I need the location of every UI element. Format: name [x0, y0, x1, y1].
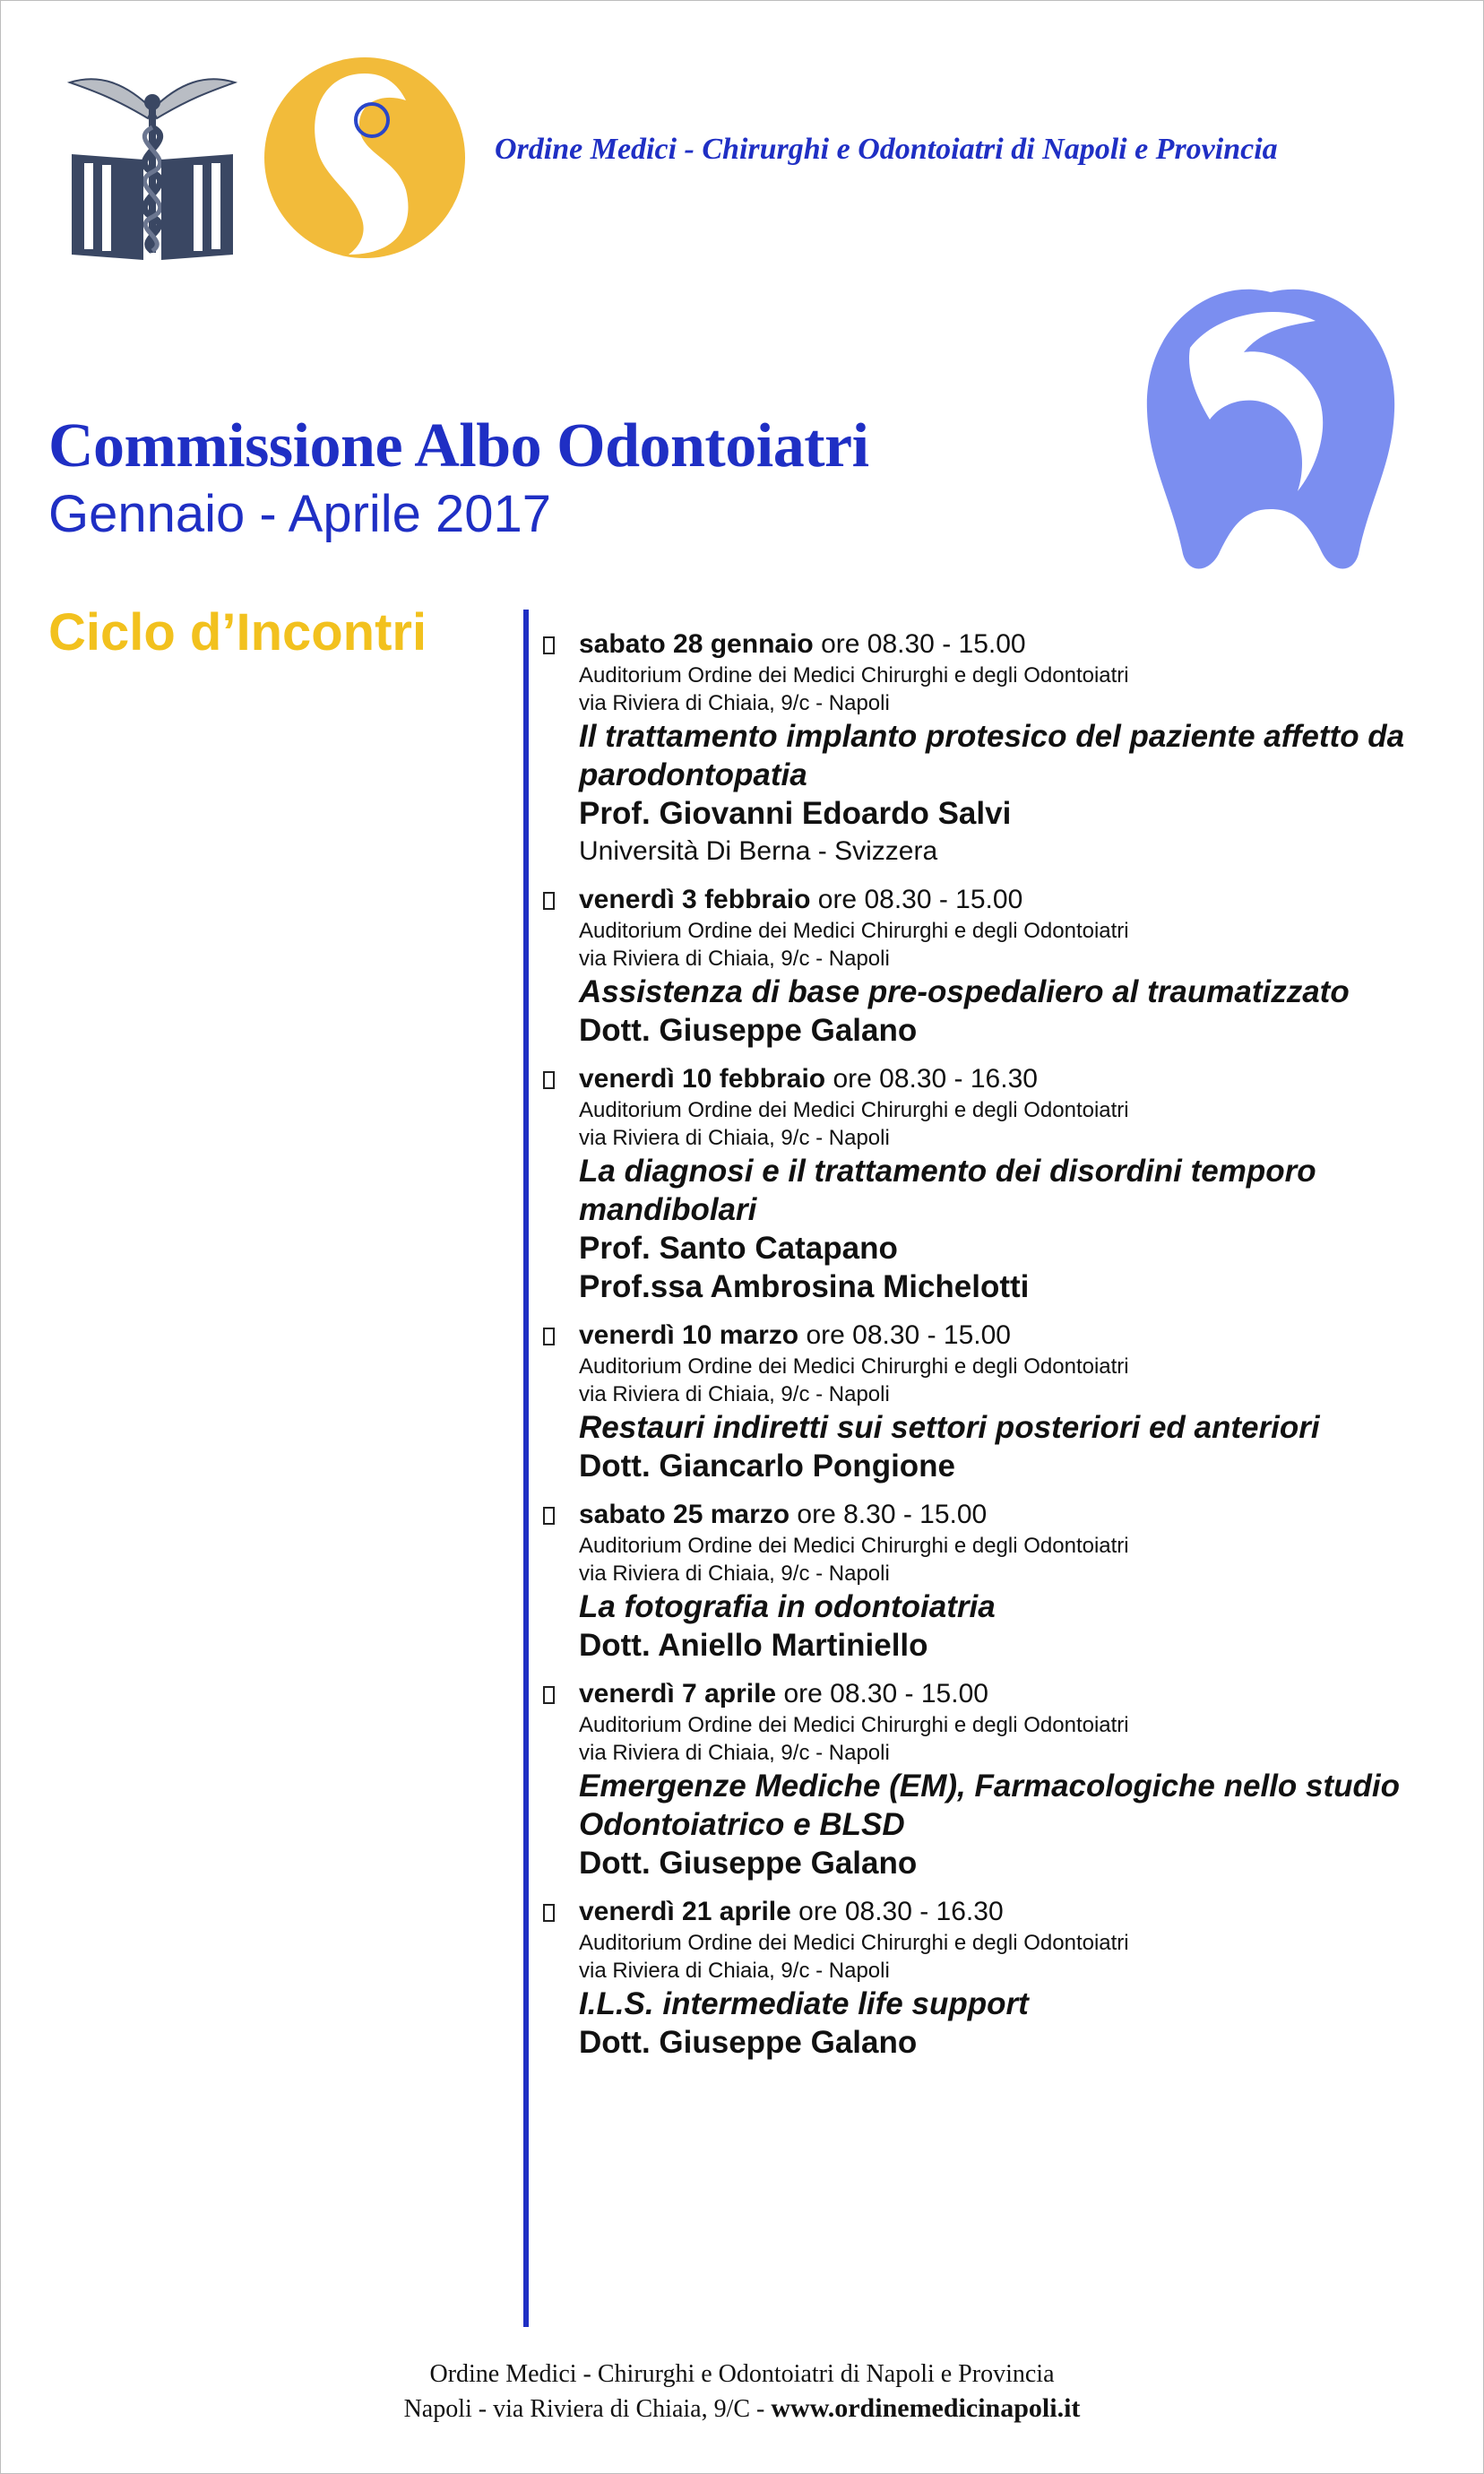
event-speaker: Dott. Aniello Martiniello [579, 1628, 928, 1663]
event-item [543, 627, 1475, 870]
event-item [543, 1498, 1475, 1665]
page-title: Commissione Albo Odontoiatri [48, 411, 869, 480]
event-speaker: Dott. Giancarlo Pongione [579, 1449, 956, 1484]
square-bullet-icon [543, 1328, 555, 1345]
event-address: via Riviera di Chiaia, 9/c - Napoli [579, 1382, 890, 1406]
event-address: via Riviera di Chiaia, 9/c - Napoli [579, 691, 890, 715]
event-address: via Riviera di Chiaia, 9/c - Napoli [579, 947, 890, 971]
event-item [543, 883, 1475, 1050]
event-speaker: Prof. Santo Catapano [579, 1231, 898, 1266]
event-date: venerdì 10 marzo [579, 1320, 799, 1350]
event-venue: Auditorium Ordine dei Medici Chirurghi e degli Odontoiatri [579, 1098, 1129, 1122]
event-speaker: Dott. Giuseppe Galano [579, 1846, 918, 1881]
events-list [543, 627, 1475, 2074]
event-date: venerdì 10 febbraio [579, 1064, 826, 1094]
event-item [543, 1319, 1475, 1485]
event-date-line [579, 1319, 1475, 1353]
event-speaker: Dott. Giuseppe Galano [579, 1013, 918, 1048]
event-venue: Auditorium Ordine dei Medici Chirurghi e degli Odontoiatri [579, 1354, 1129, 1379]
event-speaker: Prof.ssa Ambrosina Michelotti [579, 1269, 1030, 1304]
event-venue: Auditorium Ordine dei Medici Chirurghi e degli Odontoiatri [579, 1534, 1129, 1558]
square-bullet-icon [543, 1686, 555, 1704]
event-topic: La fotografia in odontoiatria [579, 1589, 996, 1624]
event-address: via Riviera di Chiaia, 9/c - Napoli [579, 1561, 890, 1586]
event-time: ore 8.30 - 15.00 [789, 1500, 988, 1529]
event-speaker: Prof. Giovanni Edoardo Salvi [579, 796, 1012, 831]
timeline-divider [523, 610, 529, 2327]
tooth-logo [1136, 285, 1405, 574]
square-bullet-icon [543, 1904, 555, 1922]
event-address: via Riviera di Chiaia, 9/c - Napoli [579, 1959, 890, 1983]
event-topic: La diagnosi e il trattamento dei disordini temporo mandibolari [579, 1154, 1316, 1227]
event-date: venerdì 7 aprile [579, 1679, 777, 1708]
event-date-line [579, 1062, 1475, 1096]
square-bullet-icon [543, 636, 555, 654]
event-time: ore 08.30 - 15.00 [810, 885, 1023, 914]
event-venue: Auditorium Ordine dei Medici Chirurghi e degli Odontoiatri [579, 1931, 1129, 1955]
event-time: ore 08.30 - 15.00 [813, 629, 1026, 659]
event-topic: Assistenza di base pre-ospedaliero al traumatizzato [579, 974, 1350, 1009]
footer [0, 2357, 1484, 2426]
square-bullet-icon [543, 1071, 555, 1089]
footer-address-line [0, 2392, 1484, 2426]
event-date-line [579, 883, 1475, 917]
yellow-circle-logo [263, 56, 467, 260]
footer-org-name: Ordine Medici - Chirurghi e Odontoiatri di Napoli e Provincia [429, 2360, 1055, 2388]
event-date: venerdì 3 febbraio [579, 885, 811, 914]
event-item [543, 1677, 1475, 1882]
footer-website-link[interactable]: www.ordinemedicinapoli.it [771, 2393, 1081, 2423]
event-topic: I.L.S. intermediate life support [579, 1986, 1029, 2021]
event-speaker: Dott. Giuseppe Galano [579, 2025, 918, 2060]
event-time: ore 08.30 - 15.00 [798, 1320, 1011, 1350]
event-date-line [579, 1498, 1475, 1532]
event-item [543, 1062, 1475, 1306]
event-address: via Riviera di Chiaia, 9/c - Napoli [579, 1126, 890, 1150]
event-date-line [579, 1677, 1475, 1711]
event-date: sabato 25 marzo [579, 1500, 790, 1529]
event-venue: Auditorium Ordine dei Medici Chirurghi e degli Odontoiatri [579, 663, 1129, 688]
event-date: sabato 28 gennaio [579, 629, 814, 659]
event-time: ore 08.30 - 15.00 [776, 1679, 988, 1708]
event-address: via Riviera di Chiaia, 9/c - Napoli [579, 1741, 890, 1765]
event-venue: Auditorium Ordine dei Medici Chirurghi e degli Odontoiatri [579, 919, 1129, 943]
event-date-line [579, 1895, 1475, 1929]
event-date: venerdì 21 aprile [579, 1897, 791, 1926]
event-time: ore 08.30 - 16.30 [790, 1897, 1004, 1926]
event-date-line [579, 627, 1475, 662]
page-subtitle: Gennaio - Aprile 2017 [48, 485, 552, 543]
event-topic: Restauri indiretti sui settori posteriori ed anteriori [579, 1410, 1320, 1445]
caduceus-book-logo [63, 47, 242, 262]
event-venue: Auditorium Ordine dei Medici Chirurghi e degli Odontoiatri [579, 1713, 1129, 1737]
event-topic: Emergenze Mediche (EM), Farmacologiche nello studio Odontoiatrico e BLSD [579, 1769, 1400, 1842]
event-topic: Il trattamento implanto protesico del paziente affetto da parodontopatia [579, 719, 1405, 792]
event-time: ore 08.30 - 16.30 [825, 1064, 1038, 1094]
square-bullet-icon [543, 1507, 555, 1525]
org-header: Ordine Medici - Chirurghi e Odontoiatri di Napoli e Provincia [495, 133, 1278, 166]
square-bullet-icon [543, 892, 555, 910]
footer-address: Napoli - via Riviera di Chiaia, 9/C - [403, 2395, 772, 2423]
section-label: Ciclo d’Incontri [48, 603, 427, 662]
event-item [543, 1895, 1475, 2062]
event-affiliation: Università Di Berna - Svizzera [579, 836, 938, 866]
